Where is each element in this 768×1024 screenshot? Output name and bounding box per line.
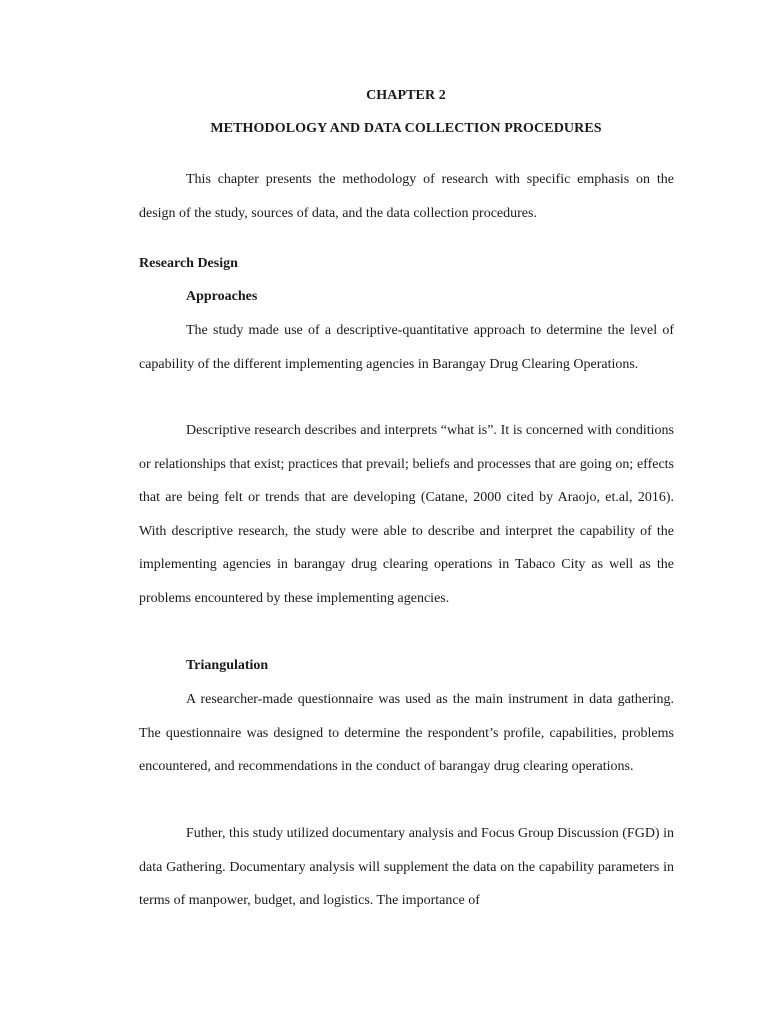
section-heading-research-design: Research Design — [139, 256, 238, 271]
intro-paragraph: This chapter presents the methodology of research with specific emphasis on the design of the study, sources of data, and the data collection procedures. — [139, 172, 674, 221]
approaches-paragraph-2: Descriptive research describes and interprets “what is”. It is concerned with conditions or relationships that exist; practices that prevail; beliefs and processes that are going on; effects that are being felt or trends that are developing (Catane, 2000 cited by Araojo, et.al, 2016). With descriptive research, the study were able to describe and interpret the capability of the implementing agencies in barangay drug clearing operations in Tabaco City as well as the problems encountered by these implementing agencies. — [139, 423, 674, 606]
subsection-heading-approaches: Approaches — [186, 289, 258, 304]
approaches-paragraph-1: The study made use of a descriptive-quantitative approach to determine the level of capability of the different implementing agencies in Barangay Drug Clearing Operations. — [139, 323, 674, 372]
subsection-heading-triangulation: Triangulation — [186, 658, 269, 673]
chapter-title: METHODOLOGY AND DATA COLLECTION PROCEDURES — [210, 121, 602, 136]
triangulation-paragraph-1: A researcher-made questionnaire was used as the main instrument in data gathering. The questionnaire was designed to determine the respondent’s profile, capabilities, problems encountered, and recommendations in the conduct of barangay drug clearing operations. — [139, 692, 674, 775]
chapter-number: CHAPTER 2 — [366, 88, 446, 103]
triangulation-paragraph-2: Futher, this study utilized documentary analysis and Focus Group Discussion (FGD) in data Gathering. Documentary analysis will supplement the data on the capability parameters in terms of manpower, budget, and logistics. The importance of — [139, 826, 674, 909]
